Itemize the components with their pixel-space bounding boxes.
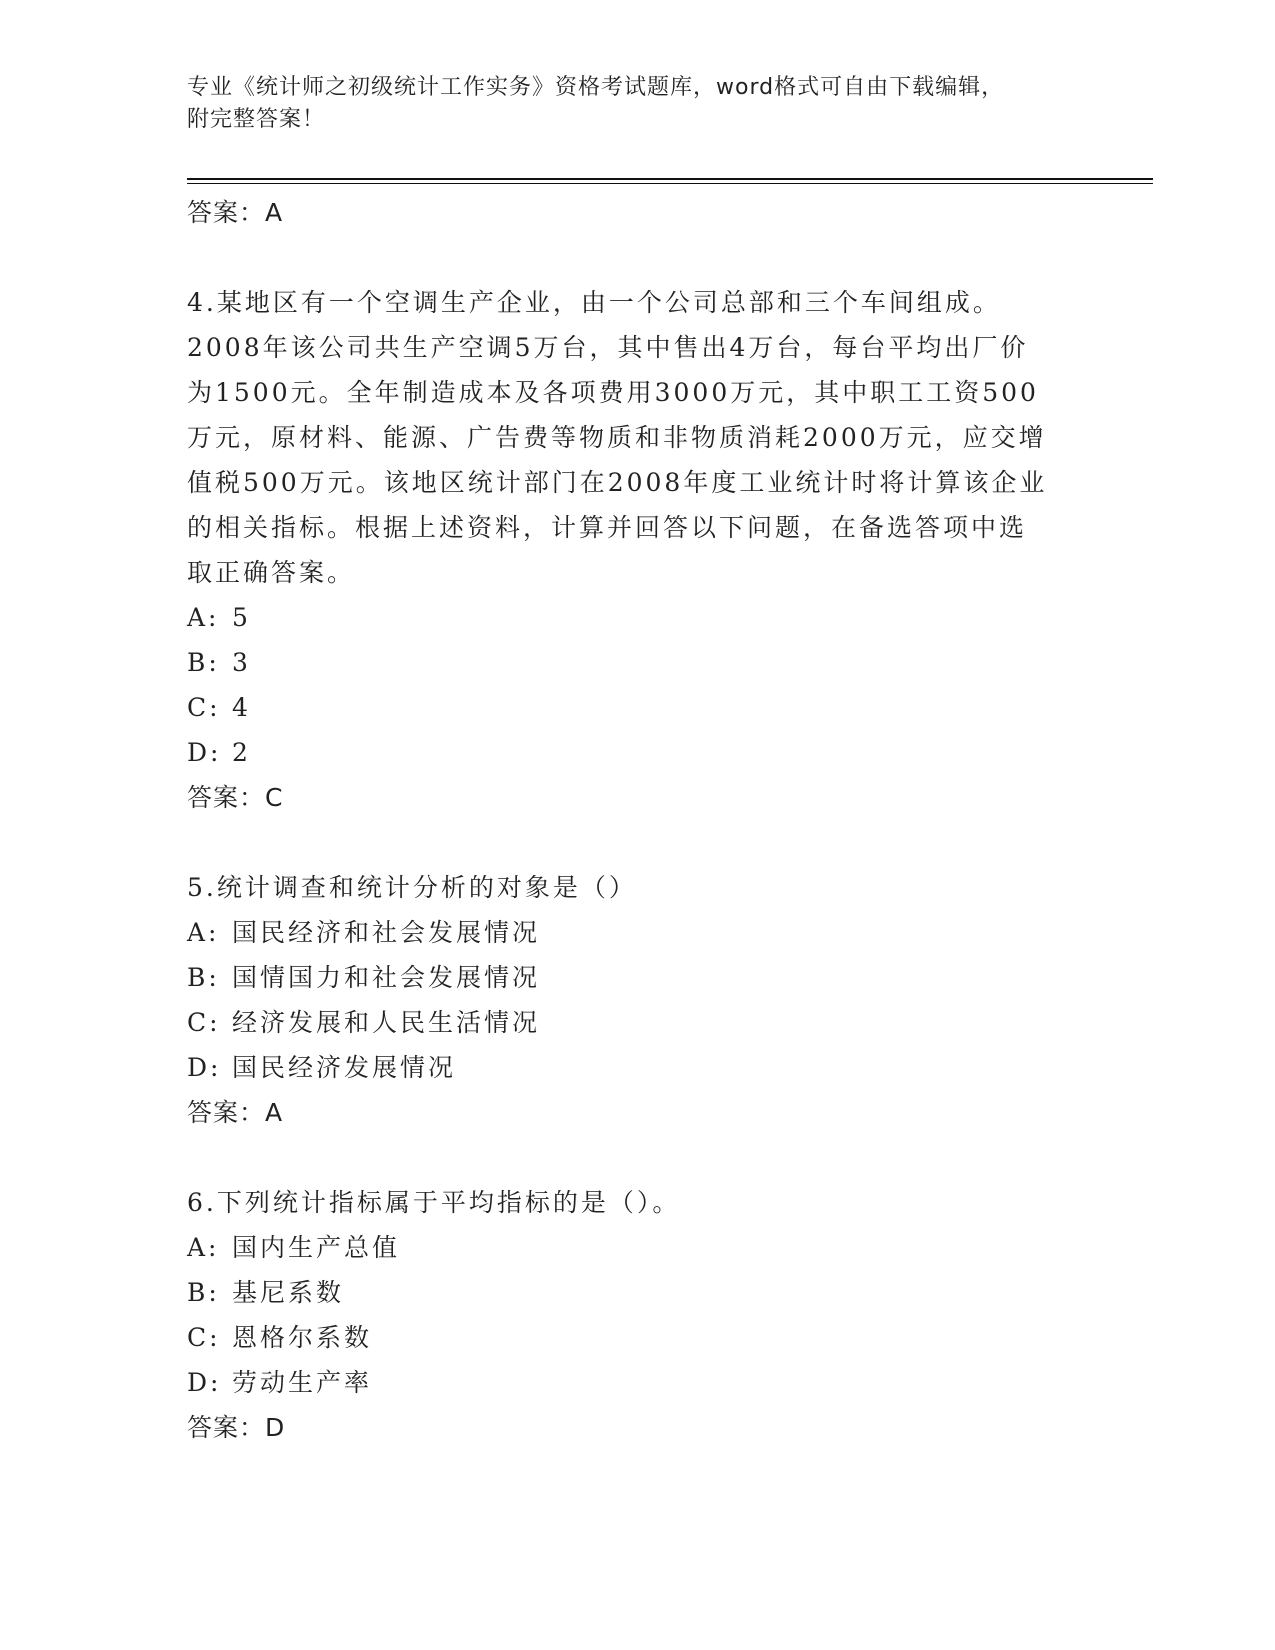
option-letter: A: (187, 603, 220, 632)
option-letter: D: (187, 1368, 222, 1397)
spacer (187, 1135, 1087, 1180)
question-block (187, 1180, 1087, 1450)
option-text: 4 (232, 693, 251, 722)
option-b (187, 1270, 1087, 1315)
option-c (187, 1000, 1087, 1045)
question-block (187, 280, 1087, 820)
option-letter: C: (187, 1008, 221, 1037)
answer-line: 答案：D (187, 1413, 286, 1442)
option-letter: B: (187, 648, 220, 677)
option-text: 恩格尔系数 (232, 1323, 373, 1352)
option-letter: D: (187, 1053, 222, 1082)
option-a (187, 1225, 1087, 1270)
previous-answer: 答案：A (187, 198, 284, 227)
question-text (187, 1180, 1087, 1225)
option-d (187, 1045, 1087, 1090)
option-text: 劳动生产率 (232, 1368, 373, 1397)
option-text: 国民经济和社会发展情况 (232, 918, 541, 947)
question-line: 4.某地区有一个空调生产企业，由一个公司总部和三个车间组成。 (187, 288, 1001, 317)
question-text (187, 865, 1087, 910)
option-c (187, 1315, 1087, 1360)
option-letter: C: (187, 1323, 221, 1352)
option-letter: B: (187, 1278, 220, 1307)
option-b (187, 640, 1087, 685)
option-d (187, 1360, 1087, 1405)
option-letter: D: (187, 738, 222, 767)
question-line: 2008年该公司共生产空调5万台，其中售出4万台，每台平均出厂价 (187, 333, 1029, 362)
question-line: 6.下列统计指标属于平均指标的是（）。 (187, 1188, 681, 1217)
option-letter: A: (187, 918, 220, 947)
header-line-2: 附完整答案！ (187, 107, 326, 132)
question-line: 5.统计调查和统计分析的对象是（） (187, 873, 637, 902)
question-line: 的相关指标。根据上述资料，计算并回答以下问题，在备选答项中选 (187, 513, 1028, 542)
option-letter: A: (187, 1233, 220, 1262)
option-text: 经济发展和人民生活情况 (232, 1008, 541, 1037)
spacer (187, 820, 1087, 865)
header-line-1: 专业《统计师之初级统计工作实务》资格考试题库，word格式可自由下载编辑， (187, 75, 1005, 100)
option-text: 5 (232, 603, 251, 632)
question-text (187, 280, 1087, 595)
header-divider-thick (187, 178, 1153, 180)
answer-line: 答案：A (187, 1098, 284, 1127)
option-text: 国民经济发展情况 (232, 1053, 457, 1082)
question-block (187, 865, 1087, 1135)
option-text: 3 (232, 648, 251, 677)
question-line: 取正确答案。 (187, 558, 356, 587)
answer-line: 答案：C (187, 783, 284, 812)
question-line: 为1500元。全年制造成本及各项费用3000万元，其中职工工资500 (187, 378, 1039, 407)
question-line: 万元，原材料、能源、广告费等物质和非物质消耗2000万元，应交增 (187, 423, 1047, 452)
question-line: 值税500万元。该地区统计部门在2008年度工业统计时将计算该企业 (187, 468, 1048, 497)
page-header (187, 72, 1087, 136)
option-text: 2 (232, 738, 251, 767)
option-a (187, 910, 1087, 955)
option-d (187, 730, 1087, 775)
document-content (187, 190, 1087, 1450)
option-letter: B: (187, 963, 220, 992)
option-a (187, 595, 1087, 640)
option-c (187, 685, 1087, 730)
option-text: 基尼系数 (232, 1278, 345, 1307)
spacer (187, 235, 1087, 280)
option-letter: C: (187, 693, 221, 722)
option-b (187, 955, 1087, 1000)
header-divider-thin (187, 183, 1153, 184)
option-text: 国内生产总值 (232, 1233, 401, 1262)
option-text: 国情国力和社会发展情况 (232, 963, 541, 992)
